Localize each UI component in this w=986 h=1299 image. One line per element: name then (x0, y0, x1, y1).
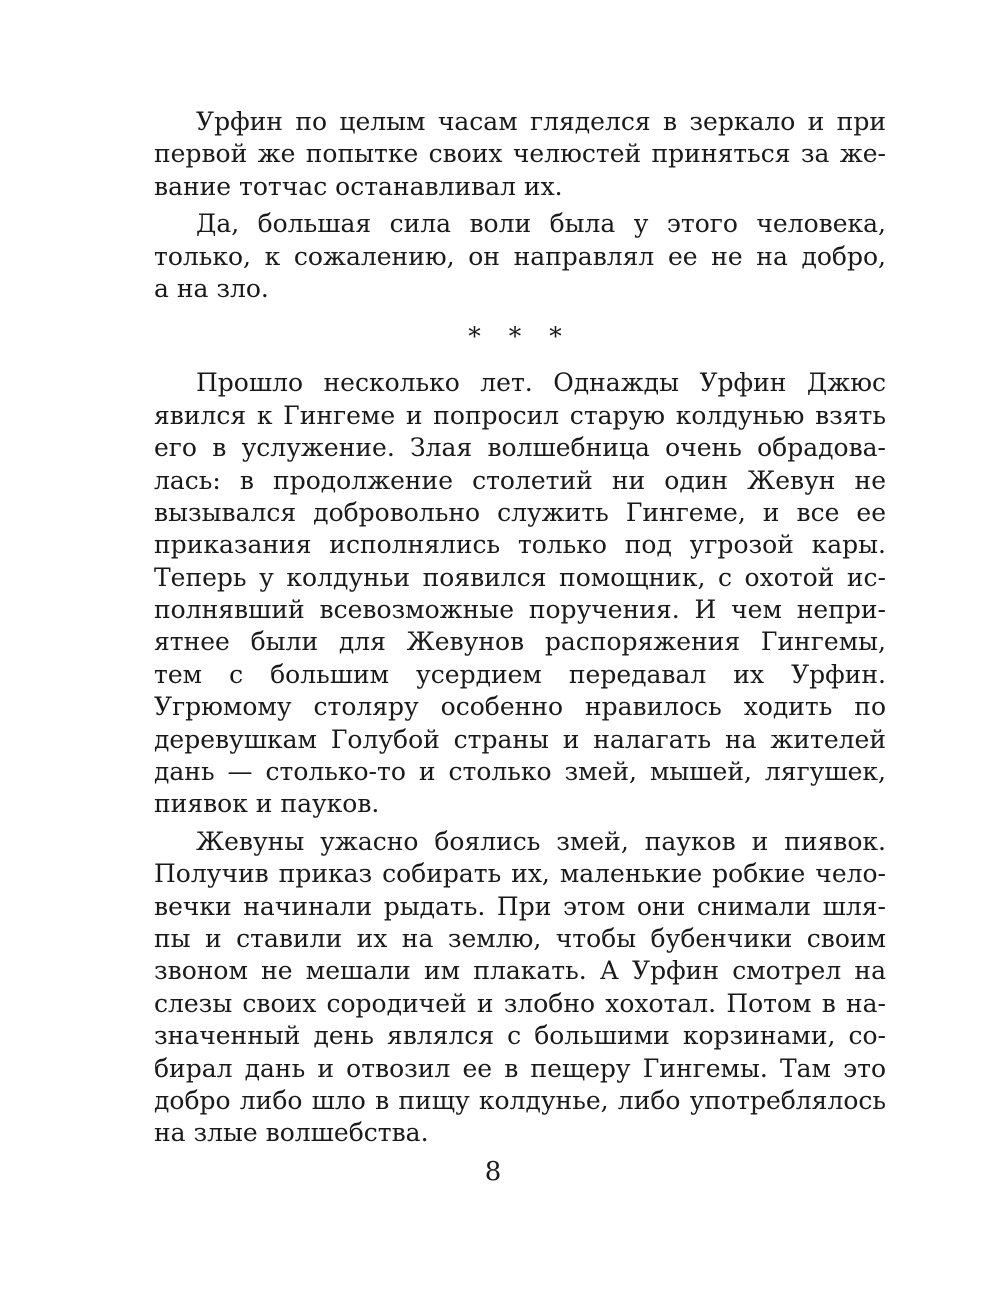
text-line: вызывался добровольно служить Гингеме, и все ее (154, 497, 886, 527)
text-line: ятнее были для Жевунов распоряжения Гингемы, (154, 627, 886, 657)
text-line: на злые волшебства. (154, 1118, 429, 1148)
text-line: приказания исполнялись только под угрозой кары. (154, 530, 886, 560)
text-line: деревушкам Голубой страны и налагать на жителей (154, 724, 886, 754)
text-line: звоном не мешали им плакать. А Урфин смотрел на (154, 956, 886, 986)
paragraph (154, 106, 886, 203)
text-line: явился к Гингеме и попросил старую колдунью взять (154, 400, 886, 430)
text-line: Прошло несколько лет. Однажды Урфин Джюс (196, 368, 886, 398)
text-line: слезы своих сородичей и злобно хохотал. Потом в на- (154, 988, 886, 1018)
text-line: Теперь у колдуньи появился помощник, с охотой ис- (154, 562, 886, 592)
text-line: первой же попытке своих челюстей приняться за же- (154, 139, 886, 169)
text-line: его в услужение. Злая волшебница очень обрадова- (154, 433, 886, 463)
text-line: вание тотчас останавливал их. (154, 171, 563, 201)
text-line: лась: в продолжение столетий ни один Жевун не (154, 465, 886, 495)
text-line: Жевуны ужасно боялись змей, пауков и пиявок. (196, 826, 886, 856)
text-line: вечки начинали рыдать. При этом они снимали шля- (154, 891, 886, 921)
text-line: а на зло. (154, 273, 269, 303)
page-number: 8 (484, 1157, 502, 1187)
text-line: значенный день являлся с большими корзинами, со- (154, 1021, 886, 1051)
paragraph (154, 367, 886, 820)
text-line: только, к сожалению, он направлял ее не на добро, (154, 241, 886, 271)
text-line: полнявший всевозможные поручения. И чем непри- (154, 595, 886, 625)
text-line: Урфин по целым часам гляделся в зеркало и при (196, 107, 886, 136)
text-line: добро либо шло в пищу колдунье, либо употреблялось (154, 1085, 886, 1115)
text-line: пы и ставили их на землю, чтобы бубенчики своим (154, 923, 886, 953)
text-line: Угрюмому столяру особенно нравилось ходить по (154, 692, 886, 722)
text-line: Получив приказ собирать их, маленькие робкие чело- (154, 859, 886, 889)
text-line: Да, большая сила воли была у этого человека, (196, 209, 886, 239)
section-separator: * * * (468, 322, 572, 352)
page-text (154, 106, 886, 1155)
text-line: пиявок и пауков. (154, 789, 380, 819)
paragraph (154, 208, 886, 305)
text-line: бирал дань и отвозил ее в пещеру Гингемы. Там это (154, 1053, 886, 1083)
paragraph (154, 826, 886, 1150)
text-line: тем с большим усердием передавал их Урфин. (154, 659, 886, 689)
text-line: дань — столько-то и столько змей, мышей, лягушек, (154, 757, 886, 787)
